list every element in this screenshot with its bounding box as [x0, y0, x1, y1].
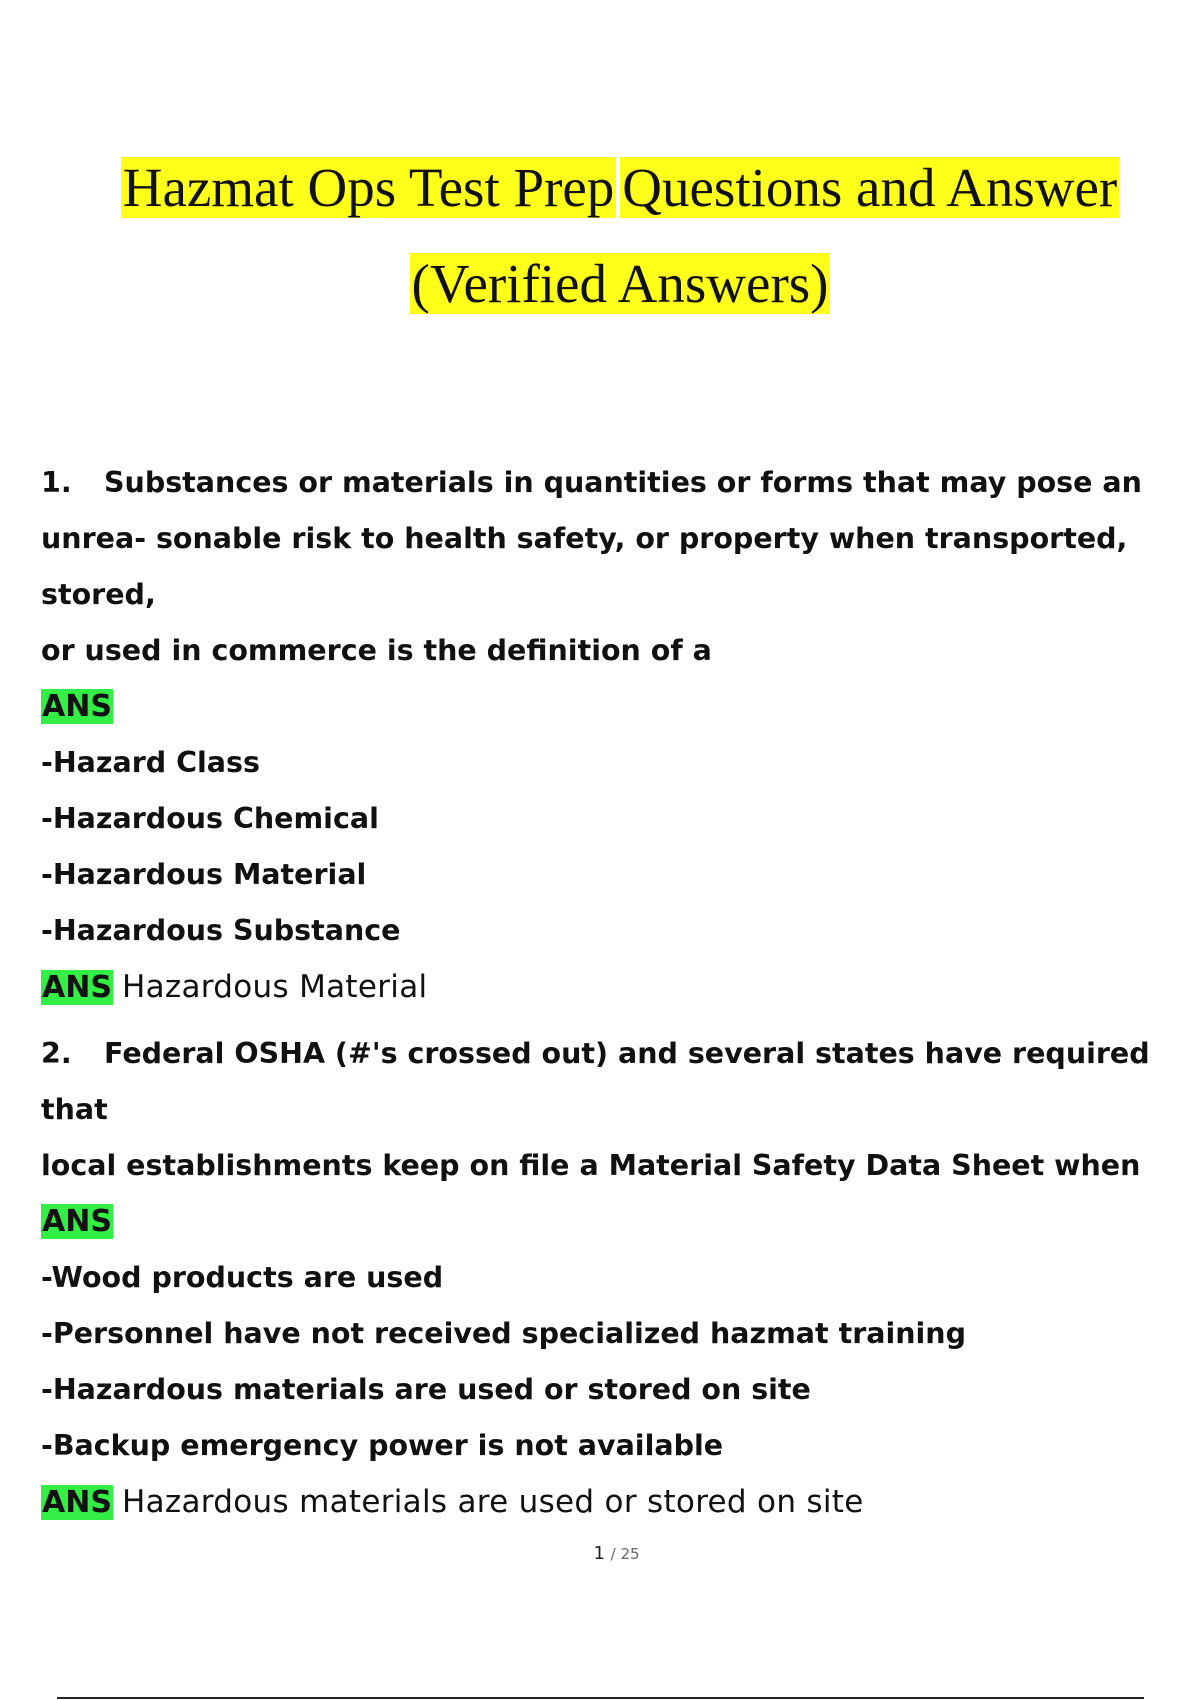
question-2-answer: Hazardous materials are used or stored on site: [122, 1484, 864, 1520]
question-2-number: 2.: [41, 1037, 72, 1070]
option: -Wood products are used: [41, 1261, 444, 1294]
bottom-divider: [57, 1697, 1144, 1699]
question-1-answer: Hazardous Material: [122, 969, 428, 1005]
title-line1-part2: Questions and Answer: [622, 157, 1118, 218]
title-line1-part1: Hazmat Ops Test Prep: [122, 157, 615, 218]
ans-badge: ANS: [42, 1204, 112, 1239]
question-1-line-1: Substances or materials in quantities or forms that may pose an: [104, 466, 1142, 499]
question-2-line-1: Federal OSHA (#'s crossed out) and several states have required that: [41, 1037, 1150, 1126]
ans-badge: ANS: [42, 1485, 112, 1520]
option: -Hazardous materials are used or stored on site: [41, 1373, 811, 1406]
title-line2: (Verified Answers): [411, 253, 829, 314]
ans-badge: ANS: [42, 970, 112, 1005]
page-total: / 25: [610, 1545, 640, 1563]
question-2-line-2: local establishments keep on file a Material Safety Data Sheet when: [41, 1149, 1141, 1182]
option: -Personnel have not received specialized hazmat training: [41, 1317, 966, 1350]
question-1-text: [41, 455, 1181, 679]
page-number: [0, 1543, 1200, 1564]
question-1-line-3: or used in commerce is the definition of a: [41, 634, 712, 667]
page-current: 1: [593, 1543, 605, 1564]
page-title: [0, 140, 1200, 332]
question-1-ans-label-line: [41, 679, 1181, 735]
question-2-text: [41, 1026, 1181, 1194]
ans-badge: ANS: [42, 689, 112, 724]
option: -Hazardous Material: [41, 858, 367, 891]
option: -Hazard Class: [41, 746, 260, 779]
question-1: [41, 455, 1181, 1016]
question-1-answer-line: [41, 959, 1181, 1016]
question-2-ans-label-line: [41, 1194, 1181, 1250]
option: -Hazardous Substance: [41, 914, 401, 947]
question-2: [41, 1026, 1181, 1531]
option: -Backup emergency power is not available: [41, 1429, 724, 1462]
option: -Hazardous Chemical: [41, 802, 379, 835]
question-2-answer-line: [41, 1474, 1181, 1531]
question-1-number: 1.: [41, 466, 72, 499]
question-1-line-2: unrea- sonable risk to health safety, or property when transported, stored,: [41, 522, 1128, 611]
